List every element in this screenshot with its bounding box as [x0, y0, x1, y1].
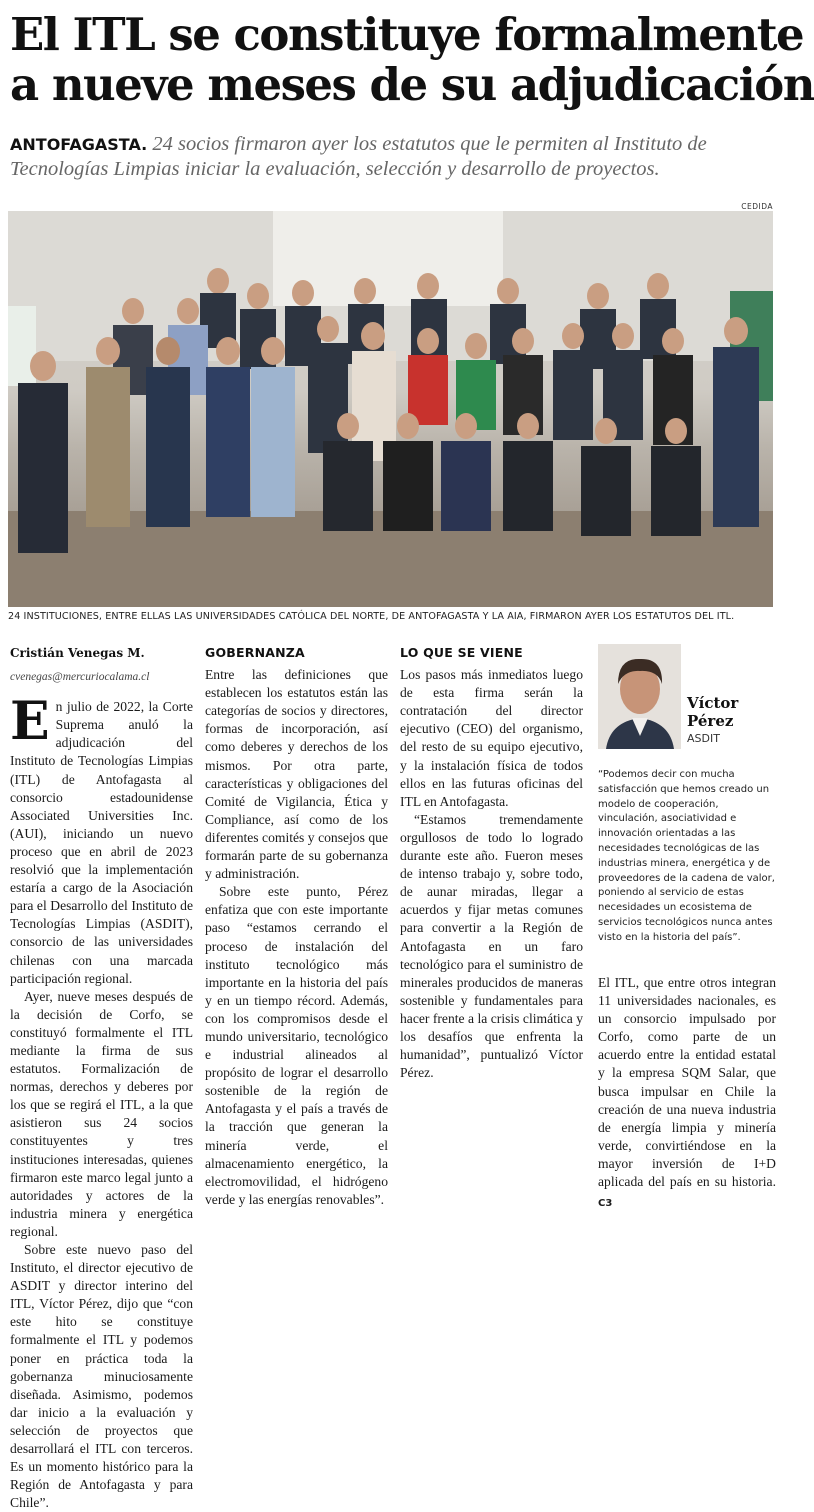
photo-credit: CEDIDA [741, 202, 773, 211]
paragraph-8: El ITL, que entre otros integran 11 universidades nacionales, es un consorcio impulsado por Corfo, como parte de un acuerdo entre la entidad estatal y la empresa SQM Salar, que busca impulsar en Chile la creación de una nueva industria de energía limpia y minería verde, convirtiéndose en la mayor inversión de I+D aplicada del país en su historia. C3 [598, 975, 776, 1210]
author-name: Cristián Venegas M. [10, 646, 145, 660]
paragraph-1 [10, 691, 193, 988]
end-mark-icon: C3 [598, 1198, 613, 1210]
group-photo-illustration [8, 211, 773, 607]
quote-name-line-1: Víctor [687, 694, 739, 712]
group-photo [8, 211, 773, 607]
author-email: cvenegas@mercuriocalama.cl [10, 671, 150, 684]
paragraph-2: Ayer, nueve meses después de la decisión de Corfo, se constituyó formalmente el ITL mediante la firma de sus estatutos. Formalización de normas, derechos y deberes por los que se regirá el ITL, a la que asistieron sus 24 socios constituyentes y tres instituciones interesadas, quienes firmaron este marco legal junto a autoridades y actores de la industria minera y energética regional. [10, 988, 193, 1239]
subhead-gobernanza: GOBERNANZA [205, 645, 305, 660]
deck-text: 24 socios firmaron ayer los estatutos que le permiten al Instituto de Tecnologías Limpias iniciar la evaluación, selección y desarrollo de proyectos. [10, 133, 707, 180]
victor-perez-portrait [598, 644, 681, 749]
portrait-illustration [598, 644, 681, 749]
quote-name-line-2: Pérez [687, 712, 734, 730]
paragraph-4: Entre las definiciones que establecen los estatutos están las categorías de socios y directores, formas de incorporación, así como deberes y derechos de los mismos. Por otra parte, características y obligaciones del Comité de Vigilancia, Ética y Compliance, así como de los diferentes comités y consejos que formarán parte de su gobernanza y administración. [205, 667, 388, 882]
headline-line-2: a nueve meses de su adjudicación [10, 58, 814, 111]
subhead-lo-que-se-viene: LO QUE SE VIENE [400, 645, 523, 660]
article-column-4 [598, 974, 776, 1213]
article-column-2 [205, 644, 388, 1209]
paragraph-5: Sobre este punto, Pérez enfatiza que con este importante paso “estamos cerrando el proceso de instalación del instituto tecnológico más importante en la historia del país y en un tiempo récord. Además, con los compromisos desde el mundo universitario, tecnológico e industrial alineados al propósito de lograr el desarrollo sostenible de la región de Antofagasta y el país a través de la tracción que generan la minería verde, el almacenamiento energético, la electromovilidad, el hidrógeno verde y las energías renovables”. [205, 884, 388, 1207]
photo-caption: 24 INSTITUCIONES, ENTRE ELLAS LAS UNIVERSIDADES CATÓLICA DEL NORTE, DE ANTOFAGASTA Y LA AIA, FIRMARON AYER LOS ESTATUTOS DEL ITL. [8, 611, 735, 622]
article-column-1 [10, 644, 193, 1512]
deck [10, 132, 775, 182]
quote-name [687, 694, 738, 730]
paragraph-6: Los pasos más inmediatos luego de esta firma serán la contratación del director ejecutivo (CEO) del organismo, del resto de su equipo ejecutivo, y la instalación física de todos ellos en las futuras oficinas del ITL en Antofagasta. [400, 667, 583, 809]
headline-line-1: El ITL se constituye formalmente [10, 8, 804, 61]
headline [10, 8, 814, 111]
paragraph-3: Sobre este nuevo paso del Instituto, el director ejecutivo de ASDIT y director interino del ITL, Víctor Pérez, dijo que “con este hito se constituye formalmente el ITL y podemos poner en práctica toda la gobernanza minuciosamente diseñada. Asimismo, podemos dar inicio a la evaluación y selección de proyectos que desarrollará el ITL con terceros. Es un momento histórico para la Región de Antofagasta y para Chile”. [10, 1242, 193, 1511]
deck-dateline: ANTOFAGASTA. [10, 135, 148, 154]
quote-role: ASDIT [687, 732, 720, 745]
quote-text: “Podemos decir con mucha satisfacción que hemos creado un modelo de cooperación, vinculación, asociatividad e innovación orientadas a las necesidades tecnológicas de las industrias minera, energética y de proveedores de la cadena de valor, poniendo al servicio de estas necesidades un ecosistema de servicios tecnológicos nunca antes visto en la historia del país”. [598, 769, 775, 943]
paragraph-7: “Estamos tremendamente orgullosos de todo lo logrado durante este año. Fueron meses de intenso trabajo y, sobre todo, de aunar miradas, llegar a acuerdos y fijar metas comunes para convertir a la Región de Antofagasta en un faro tecnológico para el suministro de minerales producidos de maneras sostenible y fundamentales para hacer frente a la crisis climática y los desafíos que enfrenta la humanidad”, puntualizó Víctor Pérez. [400, 811, 583, 1081]
dropcap: E [10, 691, 50, 753]
article-column-3 [400, 644, 583, 1082]
paragraph-1-text: n julio de 2022, la Corte Suprema anuló la adjudicación del Instituto de Tecnologías Limpias (ITL) de Antofagasta al consorcio estadounidense Associated Universities Inc. (AUI), iniciando un nuevo proceso que en abril de 2023 resolvió que la implementación estaría a cargo de la Asociación para el Desarrollo del Instituto de Tecnologías Limpias (ASDIT), consorcio de las universidades chilenas con una marcada participación regional. [10, 699, 193, 986]
